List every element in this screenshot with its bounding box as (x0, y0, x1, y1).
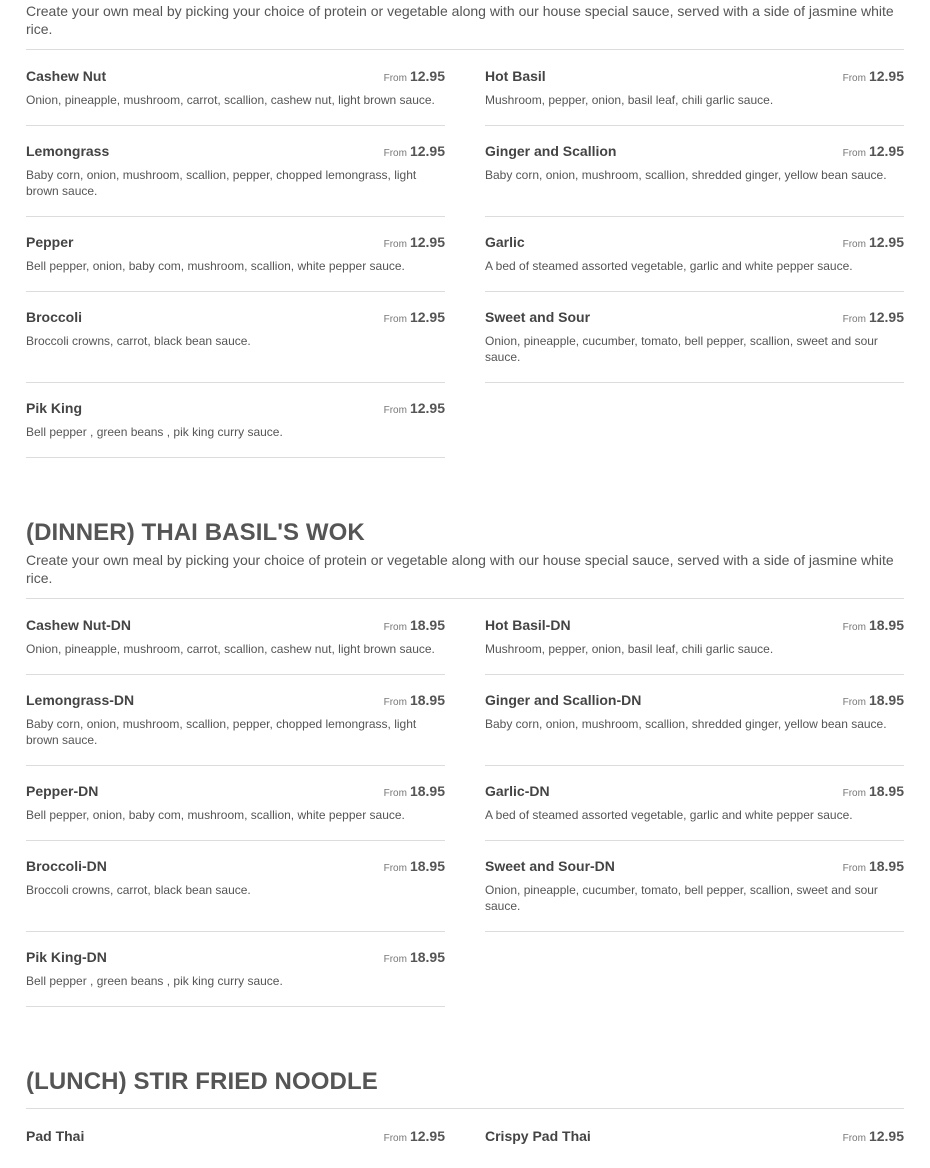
price-value: 12.95 (868, 68, 904, 84)
price-value: 18.95 (409, 783, 445, 799)
price-from-label: From (383, 863, 407, 874)
menu-item-garlic-dn[interactable] (485, 783, 904, 841)
menu-item-sweet-and-sour[interactable] (485, 309, 904, 383)
price-value: 12.95 (409, 1128, 445, 1144)
item-name: Sweet and Sour-DN (485, 858, 615, 874)
price-value: 12.95 (409, 400, 445, 416)
section-title: (LUNCH) STIR FRIED NOODLE (26, 1068, 378, 1095)
price-from-label: From (842, 622, 866, 633)
price-from-label: From (842, 148, 866, 159)
item-price (843, 783, 904, 802)
price-from-label: From (383, 954, 407, 965)
item-description: Mushroom, pepper, onion, basil leaf, chili garlic sauce. (485, 93, 774, 107)
menu-item-broccoli[interactable] (26, 309, 445, 383)
item-name: Crispy Pad Thai (485, 1128, 591, 1144)
item-price (843, 617, 904, 636)
price-from-label: From (383, 788, 407, 799)
menu-item-broccoli-dn[interactable] (26, 858, 445, 932)
item-name: Pik King-DN (26, 949, 107, 965)
item-description: Bell pepper, onion, baby com, mushroom, scallion, white pepper sauce. (26, 808, 405, 822)
menu-item-cashew-nut-dn[interactable] (26, 617, 445, 675)
menu-item-pepper-dn[interactable] (26, 783, 445, 841)
item-name: Hot Basil-DN (485, 617, 571, 633)
menu-item-cashew-nut[interactable] (26, 68, 445, 126)
item-name: Pepper-DN (26, 783, 99, 799)
price-from-label: From (842, 314, 866, 325)
menu-item-pepper[interactable] (26, 234, 445, 292)
menu-item-pad-thai[interactable] (26, 1128, 445, 1168)
item-name: Lemongrass-DN (26, 692, 135, 708)
item-description: Mushroom, pepper, onion, basil leaf, chili garlic sauce. (485, 642, 774, 656)
menu-item-hot-basil-dn[interactable] (485, 617, 904, 675)
price-value: 12.95 (409, 309, 445, 325)
item-name: Broccoli (26, 309, 83, 325)
item-description: Onion, pineapple, mushroom, carrot, scallion, cashew nut, light brown sauce. (26, 642, 435, 656)
item-price (843, 1128, 904, 1147)
item-name: Ginger and Scallion (485, 143, 617, 159)
price-value: 12.95 (868, 143, 904, 159)
price-value: 12.95 (409, 143, 445, 159)
item-name: Pepper (26, 234, 74, 250)
item-price (384, 858, 445, 877)
section-divider (26, 598, 904, 599)
menu-item-lemongrass[interactable] (26, 143, 445, 217)
item-description: Broccoli crowns, carrot, black bean sauce. (26, 883, 251, 897)
item-price (843, 68, 904, 87)
item-description: Bell pepper, onion, baby com, mushroom, scallion, white pepper sauce. (26, 259, 405, 273)
price-value: 12.95 (409, 234, 445, 250)
item-name: Hot Basil (485, 68, 546, 84)
item-price (843, 309, 904, 328)
item-description: Broccoli crowns, carrot, black bean sauce. (26, 334, 251, 348)
item-description: Onion, pineapple, cucumber, tomato, bell pepper, scallion, sweet and sour sauce. (485, 883, 878, 913)
item-description: A bed of steamed assorted vegetable, garlic and white pepper sauce. (485, 808, 853, 822)
menu-item-garlic[interactable] (485, 234, 904, 292)
price-from-label: From (383, 622, 407, 633)
item-price (843, 143, 904, 162)
section-description: Create your own meal by picking your choice of protein or vegetable along with our house special sauce, served with a side of jasmine white rice. (26, 3, 894, 37)
item-name: Pad Thai (26, 1128, 85, 1144)
price-from-label: From (383, 239, 407, 250)
section-title: (DINNER) THAI BASIL'S WOK (26, 519, 365, 546)
item-price (384, 783, 445, 802)
item-price (843, 692, 904, 711)
item-description: Bell pepper , green beans , pik king curry sauce. (26, 974, 283, 988)
item-description: A bed of steamed assorted vegetable, garlic and white pepper sauce. (485, 259, 853, 273)
price-value: 18.95 (868, 858, 904, 874)
item-description: Bell pepper , green beans , pik king curry sauce. (26, 425, 283, 439)
item-price (384, 692, 445, 711)
section-divider (26, 1108, 904, 1109)
item-price (384, 400, 445, 419)
price-value: 18.95 (868, 692, 904, 708)
item-name: Lemongrass (26, 143, 110, 159)
price-from-label: From (383, 314, 407, 325)
price-from-label: From (383, 1133, 407, 1144)
item-name: Cashew Nut-DN (26, 617, 132, 633)
price-value: 18.95 (409, 617, 445, 633)
item-description: Onion, pineapple, cucumber, tomato, bell pepper, scallion, sweet and sour sauce. (485, 334, 878, 364)
item-description: Baby corn, onion, mushroom, scallion, pepper, chopped lemongrass, light brown sauce. (26, 717, 417, 747)
item-price (384, 143, 445, 162)
menu-item-pik-king[interactable] (26, 400, 445, 458)
menu-item-ginger-and-scallion-dn[interactable] (485, 692, 904, 766)
item-price (384, 1128, 445, 1147)
item-description: Baby corn, onion, mushroom, scallion, shredded ginger, yellow bean sauce. (485, 168, 887, 182)
item-name: Pik King (26, 400, 83, 416)
price-value: 12.95 (868, 234, 904, 250)
section-divider (26, 49, 904, 50)
price-from-label: From (842, 788, 866, 799)
item-name: Broccoli-DN (26, 858, 107, 874)
price-from-label: From (842, 239, 866, 250)
menu-item-pik-king-dn[interactable] (26, 949, 445, 1007)
item-description: Baby corn, onion, mushroom, scallion, pepper, chopped lemongrass, light brown sauce. (26, 168, 417, 198)
price-value: 18.95 (409, 692, 445, 708)
price-from-label: From (383, 405, 407, 416)
price-value: 12.95 (868, 309, 904, 325)
price-from-label: From (842, 1133, 866, 1144)
price-value: 18.95 (868, 783, 904, 799)
price-value: 18.95 (868, 617, 904, 633)
price-value: 18.95 (409, 858, 445, 874)
price-value: 18.95 (409, 949, 445, 965)
price-from-label: From (383, 73, 407, 84)
item-price (384, 617, 445, 636)
menu-item-ginger-and-scallion[interactable] (485, 143, 904, 217)
item-name: Cashew Nut (26, 68, 107, 84)
item-price (384, 68, 445, 87)
price-from-label: From (383, 697, 407, 708)
item-price (384, 949, 445, 968)
price-value: 12.95 (868, 1128, 904, 1144)
item-name: Garlic (485, 234, 525, 250)
price-from-label: From (842, 73, 866, 84)
item-name: Ginger and Scallion-DN (485, 692, 642, 708)
price-from-label: From (383, 148, 407, 159)
item-price (384, 309, 445, 328)
price-from-label: From (842, 697, 866, 708)
price-value: 12.95 (409, 68, 445, 84)
menu-item-lemongrass-dn[interactable] (26, 692, 445, 766)
item-price (843, 858, 904, 877)
item-description: Onion, pineapple, mushroom, carrot, scallion, cashew nut, light brown sauce. (26, 93, 435, 107)
item-description: Baby corn, onion, mushroom, scallion, shredded ginger, yellow bean sauce. (485, 717, 887, 731)
menu-item-hot-basil[interactable] (485, 68, 904, 126)
section-description: Create your own meal by picking your choice of protein or vegetable along with our house special sauce, served with a side of jasmine white rice. (26, 552, 894, 586)
menu-item-sweet-and-sour-dn[interactable] (485, 858, 904, 932)
menu-item-crispy-pad-thai[interactable] (485, 1128, 904, 1168)
price-from-label: From (842, 863, 866, 874)
item-price (843, 234, 904, 253)
item-name: Sweet and Sour (485, 309, 591, 325)
item-name: Garlic-DN (485, 783, 550, 799)
item-price (384, 234, 445, 253)
